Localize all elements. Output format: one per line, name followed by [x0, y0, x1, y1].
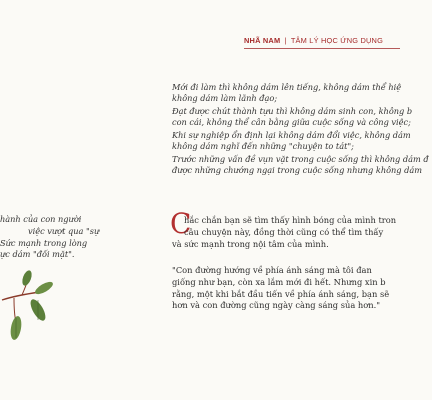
italic-line: được những chướng ngại trong cuộc sống nhưng không dám — [172, 165, 423, 176]
italic-line: Đạt được chút thành tựu thì không dám sinh con, không b — [172, 106, 413, 116]
drop-cap: C — [170, 207, 192, 240]
leaf-branch-illustration — [0, 272, 60, 352]
left-column-text — [0, 214, 106, 261]
italic-line: Khi sự nghiệp ổn định lại không dám đổi việc, không dám — [172, 130, 411, 140]
quote-line: giống như bạn, còn xa lắm mới đi hết. Nhưng xin b — [172, 276, 386, 287]
header-separator: | — [284, 36, 287, 45]
italic-paragraph — [172, 82, 432, 104]
quote-line: "Con đường hướng về phía ánh sáng mà tôi đan — [172, 265, 372, 275]
italic-line: Mới đi làm thì không dám lên tiếng, không dám thể hiệ — [172, 82, 402, 92]
body-line: câu chuyện này, đồng thời cũng có thể tìm thấy — [184, 226, 384, 237]
header-rule — [244, 48, 400, 49]
italic-quote-block — [172, 82, 432, 178]
italic-paragraph — [172, 154, 432, 176]
italic-paragraph — [172, 106, 432, 128]
body-paragraph — [172, 215, 432, 250]
left-line: hành của con người — [0, 214, 82, 224]
quote-paragraph — [172, 265, 432, 312]
quote-line: hơn và con đường cũng ngày càng sáng sủa hơn." — [172, 300, 381, 311]
publisher-brand: NHÃ NAM — [244, 36, 281, 45]
italic-line: không dám nghĩ đến những "chuyện to tát"; — [172, 141, 354, 152]
left-line: việc vượt qua "sự — [28, 225, 100, 236]
body-line: và sức mạnh trong nội tâm của mình. — [172, 238, 329, 249]
left-line: Sức mạnh trong lòng — [0, 237, 88, 248]
italic-line: không dám làm lãnh đạo; — [172, 93, 278, 104]
header-section: TÂM LÝ HỌC ỨNG DỤNG — [290, 36, 384, 45]
italic-line: con cái, không thể cân bằng giữa cuộc sống và công việc; — [172, 117, 411, 128]
body-line: hắc chắn bạn sẽ tìm thấy hình bóng của mình tron — [184, 215, 397, 225]
italic-paragraph — [172, 130, 432, 152]
quote-line: rằng, một khi bắt đầu tiến về phía ánh sáng, bạn sẽ — [172, 288, 390, 299]
left-line: ực dám "đối mặt". — [0, 249, 75, 260]
page-header — [244, 36, 400, 45]
italic-line: Trước những vấn đề vụn vặt trong cuộc sống thì không dám đ — [172, 154, 429, 164]
